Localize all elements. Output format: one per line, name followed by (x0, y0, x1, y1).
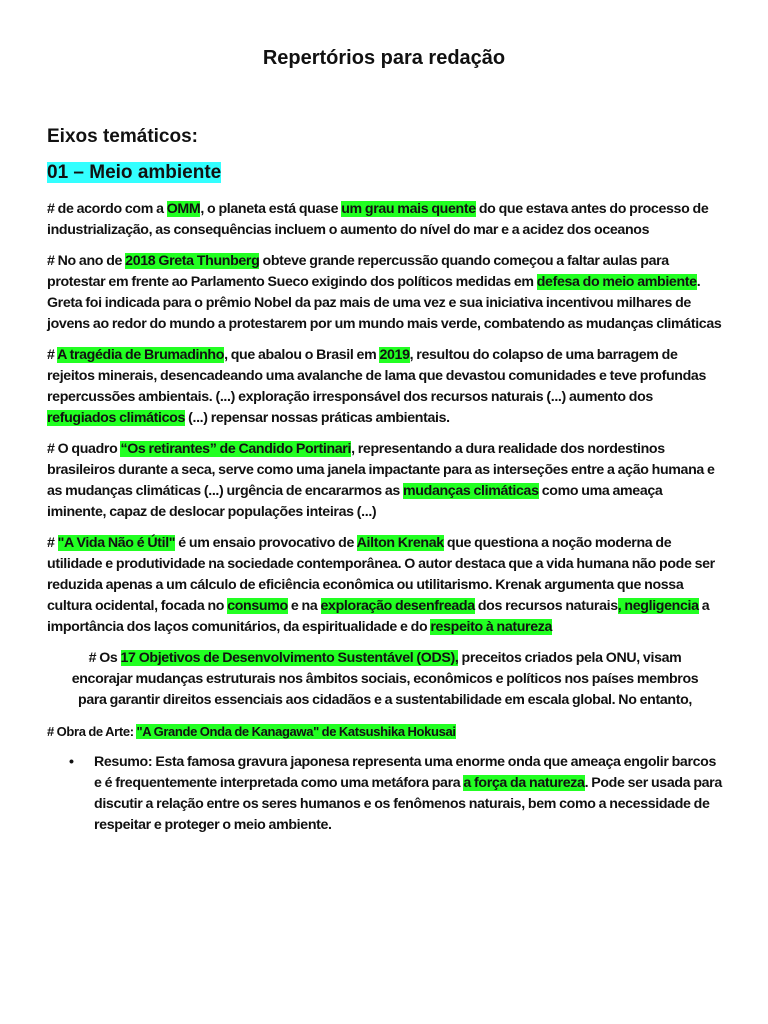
text-segment: preceitos criados pela ONU, visam encorajar mudanças estruturais nos âmbitos sociais, econômicos e políticos nos países membros para garantir direitos essenciais aos cidadãos e a sustentabilidade em escala global. No entanto, (71, 650, 699, 708)
highlighted-text: defesa do meio ambiente (536, 274, 697, 290)
text-segment: obteve grande repercussão quando começou a faltar aulas para protestar em frente ao Parlamento Sueco exigindo dos políticos medidas em (47, 253, 669, 290)
text-segment: a importância dos laços comunitários, da espiritualidade e do (47, 598, 710, 635)
text-segment: e na (287, 598, 321, 614)
highlighted-text: "A Grande Onda de Kanagawa" de Katsushika Hokusai (136, 724, 456, 739)
text-segment: # O quadro (47, 441, 121, 457)
text-segment: é um ensaio provocativo de (175, 535, 357, 551)
text-segment: do que estava antes do processo de industrialização, as consequências incluem o aumento do nível do mar e a acidez dos oceanos (47, 201, 709, 238)
highlighted-text: um grau mais quente (341, 201, 476, 217)
text-segment: (...) repensar nossas práticas ambientais. (185, 410, 450, 426)
text-segment: Resumo: (94, 754, 153, 770)
highlighted-text: consumo (227, 598, 288, 614)
text-segment: dos recursos naturais (474, 598, 618, 614)
highlighted-text: a força da natureza (463, 775, 585, 791)
repertoire-paragraph (47, 251, 723, 335)
highlighted-text: 2019 (379, 347, 410, 363)
highlighted-text: A tragédia de Brumadinho (57, 347, 225, 363)
highlighted-text: respeito à natureza (430, 619, 553, 635)
highlighted-text: 2018 Greta Thunberg (125, 253, 260, 269)
repertoire-paragraph (47, 648, 723, 711)
text-segment: , o planeta está quase (200, 201, 342, 217)
bullet-icon: • (69, 754, 74, 770)
repertoire-paragraph (47, 199, 723, 241)
highlighted-text: 17 Objetivos de Desenvolvimento Sustentável (ODS), (120, 650, 459, 666)
text-segment: # (47, 347, 58, 363)
highlighted-text: refugiados climáticos (47, 410, 186, 426)
bullet-item (69, 752, 723, 836)
highlighted-text: "A Vida Não é Útil" (57, 535, 176, 551)
repertoire-paragraph (47, 533, 723, 638)
text-segment: como uma ameaça iminente, capaz de deslocar populações inteiras (...) (47, 483, 663, 520)
repertoire-paragraph (47, 345, 723, 429)
text-segment: , representando a dura realidade dos nordestinos brasileiros durante a seca, serve como uma janela impactante para as interseções entre a ação humana e as mudanças climáticas (...) urgência de encararmos as (47, 441, 715, 499)
repertoire-paragraph (47, 439, 723, 523)
text-segment: Esta famosa gravura japonesa representa uma enorme onda que ameaça engolir barcos e é frequentemente interpretada como uma metáfora para (94, 754, 717, 791)
text-segment: # Os (88, 650, 121, 666)
text-segment: que questiona a noção moderna de utilidade e produtividade na sociedade contemporânea. O autor destaca que a vida humana não pode ser reduzida apenas a um cálculo de eficiência econômica ou utilitarismo. Krenak argumenta que nossa cultura ocidental, focada no (47, 535, 715, 614)
text-segment: , que abalou o Brasil em (224, 347, 380, 363)
highlighted-text: , negligencia (617, 598, 699, 614)
text-segment: . Pode ser usada para discutir a relação entre os seres humanos e os fenômenos naturais, bem como a necessidade de respeitar e proteger o meio ambiente. (94, 775, 722, 833)
section-heading: 01 – Meio ambiente (47, 162, 222, 183)
highlighted-text: “Os retirantes” de Candido Portinari (120, 441, 352, 457)
text-segment: , resultou do colapso de uma barragem de rejeitos minerais, desencadeando uma avalanche de lama que devastou comunidades e teve profundas repercussões ambientais. (...) exploração irresponsável dos recursos naturais (...) aumento dos (47, 347, 706, 405)
repertoire-paragraph (47, 721, 723, 742)
bullet-text (94, 752, 723, 836)
highlighted-text: OMM (166, 201, 201, 217)
document-title: Repertórios para redação (262, 47, 506, 69)
text-segment: . Greta foi indicada para o prêmio Nobel da paz mais de uma vez e sua iniciativa incentivou milhares de jovens ao redor do mundo a protestarem por um mundo mais verde, combatendo as mudanças climáticas (47, 274, 722, 332)
document-body (47, 199, 723, 846)
highlighted-text: exploração desenfreada (320, 598, 475, 614)
text-segment: # No ano de (47, 253, 126, 269)
text-segment: # (47, 535, 58, 551)
highlighted-text: Ailton Krenak (356, 535, 444, 551)
highlighted-text: mudanças climáticas (403, 483, 539, 499)
text-segment: # de acordo com a (47, 201, 167, 217)
text-segment: # Obra de Arte: (47, 724, 137, 739)
axes-heading: Eixos temáticos: (47, 126, 198, 147)
